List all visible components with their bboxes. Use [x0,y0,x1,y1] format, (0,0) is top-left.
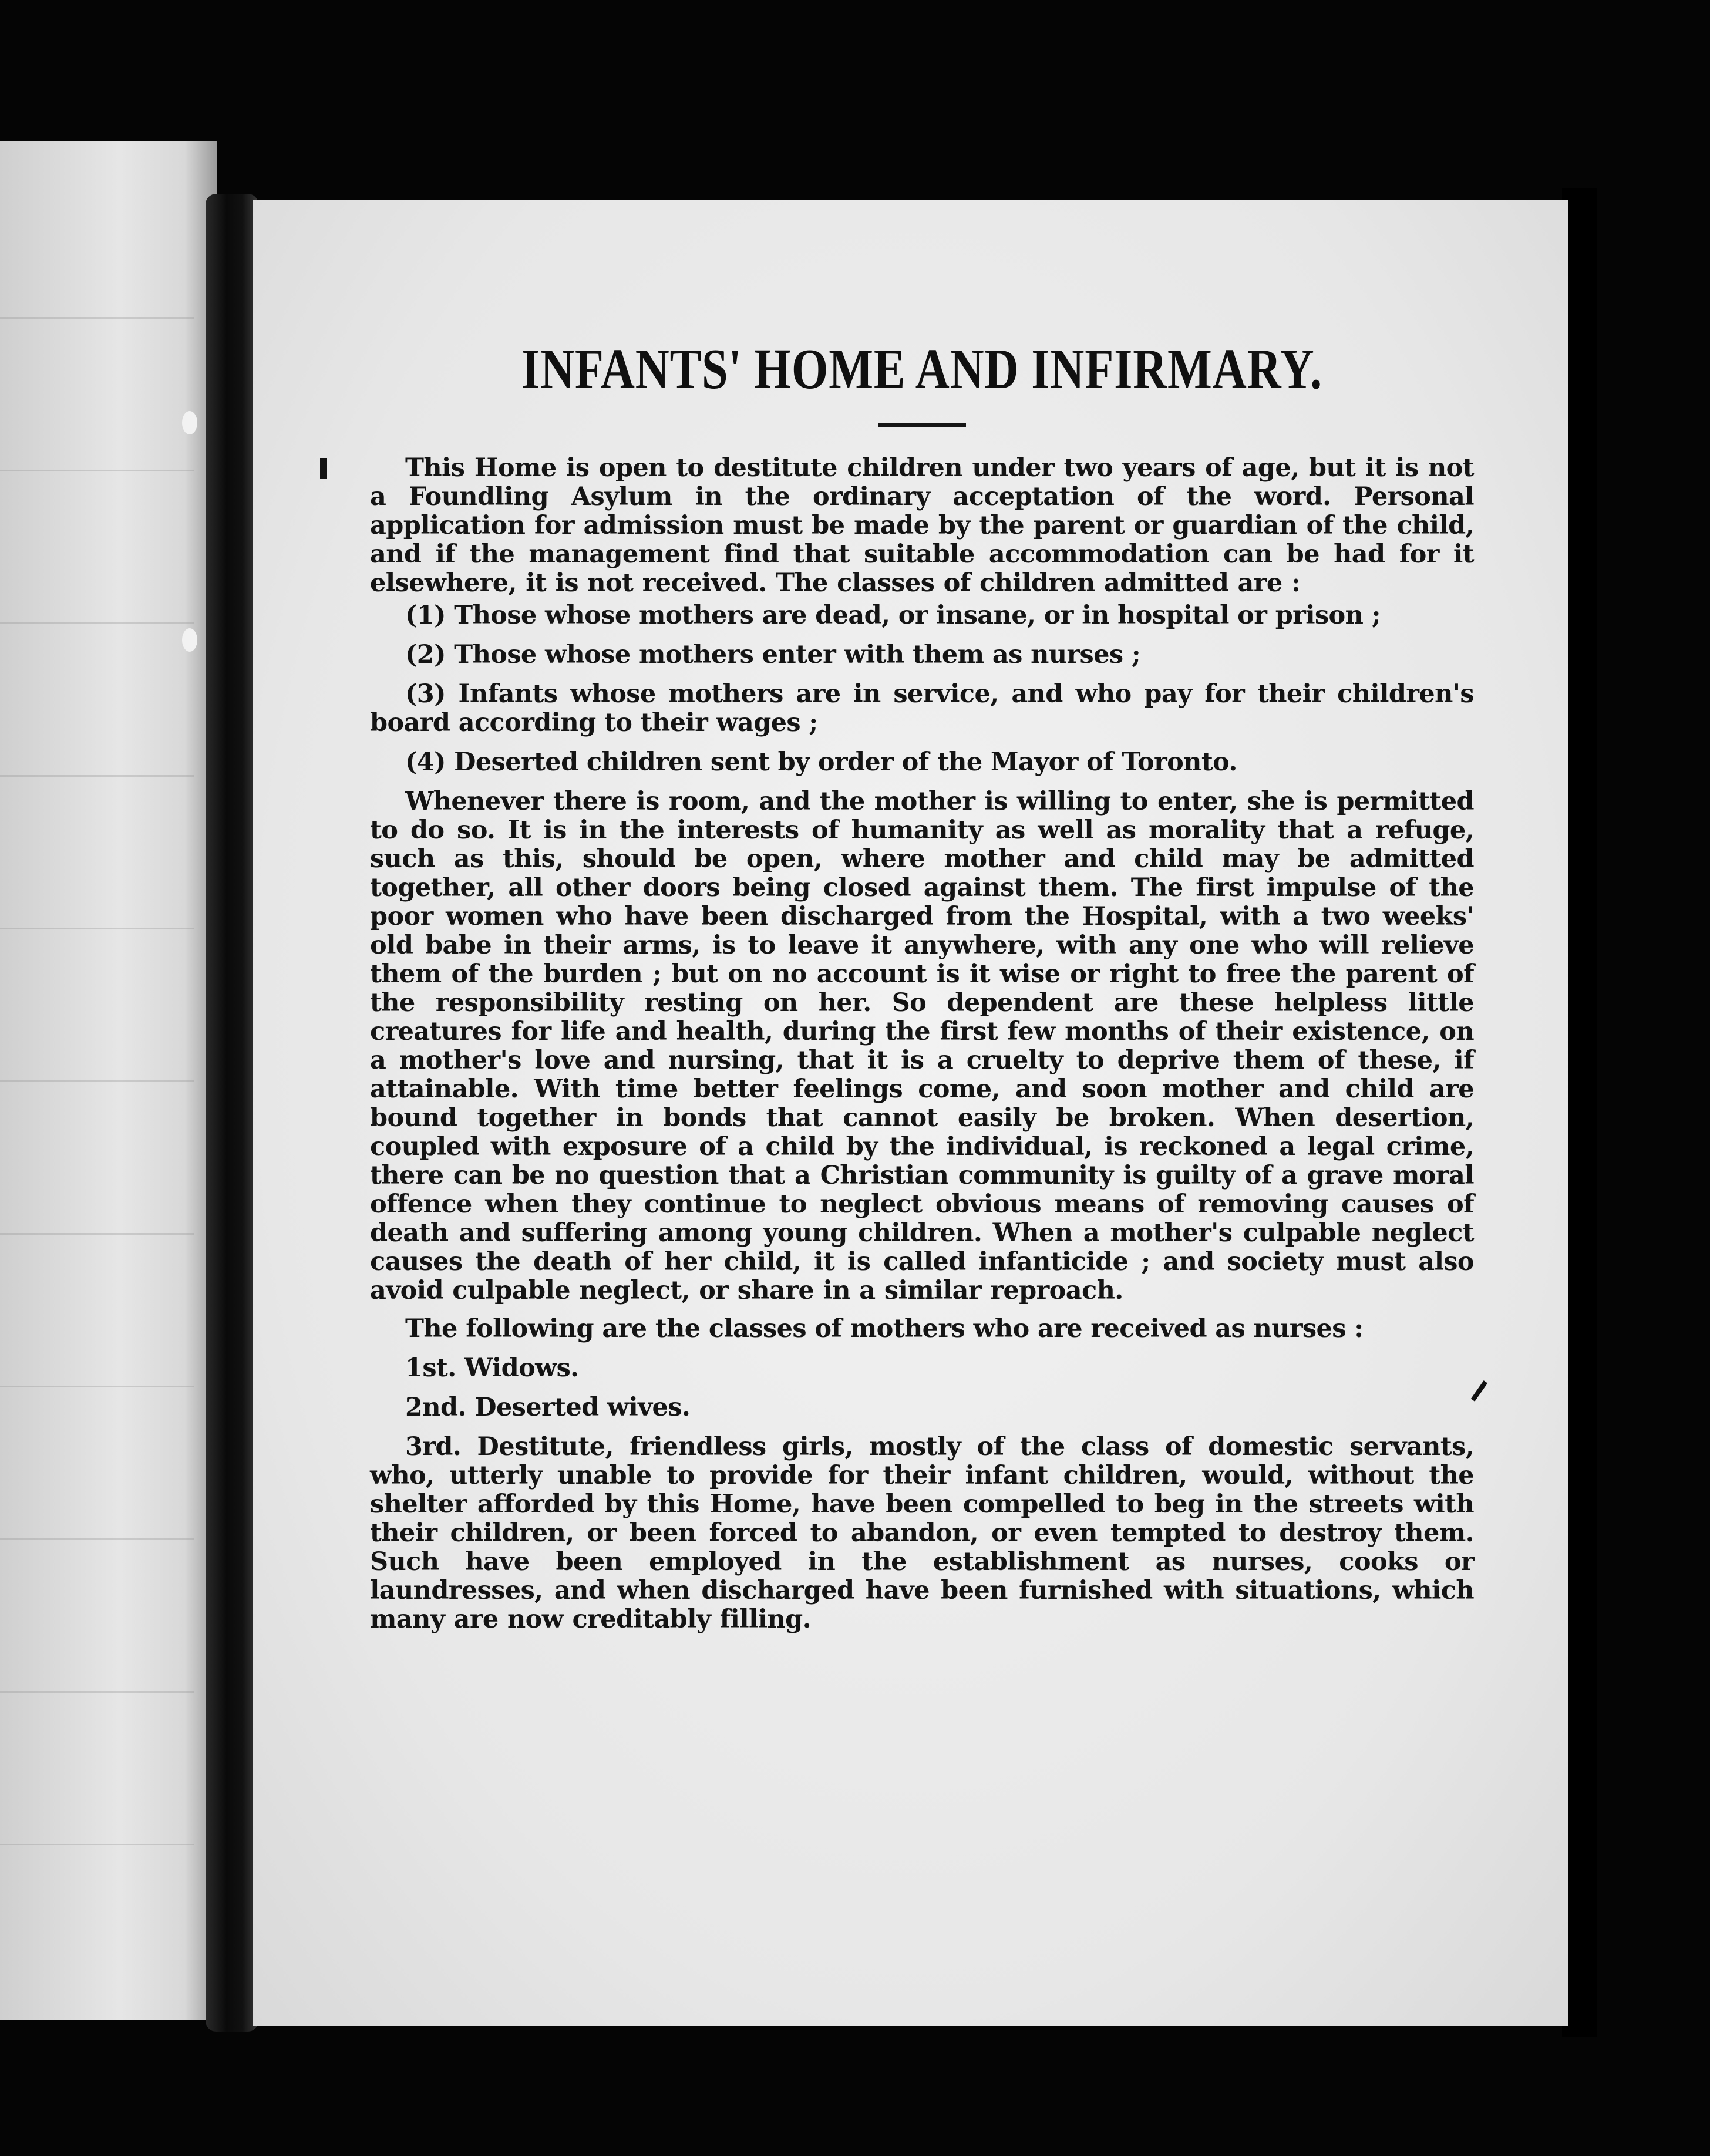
binding-staple [182,411,197,434]
child-class-3: (3) Infants whose mothers are in service, and who pay for their children's board according to their wages ; [370,679,1474,737]
mother-class-3: 3rd. Destitute, friendless girls, mostly of the class of domestic servants, who, utterly unable to provide for their infant children, would, without the shelter afforded by this Home, have been compelled to beg in the streets with their children, or been forced to abandon, or even tempted to destroy them. Such have been employed in the establishment as nurses, cooks or laundresses, and when discharged have been furnished with situations, which many are now creditably filling. [370,1432,1474,1634]
page-text [370,338,1474,1643]
title-rule [878,423,966,427]
intro-paragraph: This Home is open to destitute children under two years of age, but it is not a Foundling Asylum in the ordinary acceptation of the word. Personal application for admission must be made by the parent or guardian of the child, and if the management find that suitable accommodation can be had for it elsewhere, it is not received. The classes of children admitted are : [370,453,1474,598]
child-class-1: (1) Those whose mothers are dead, or insane, or in hospital or prison ; [405,601,1381,630]
ink-mark [320,458,327,479]
page-title: INFANTS' HOME AND INFIRMARY. [521,338,1323,401]
child-class-4: (4) Deserted children sent by order of the Mayor of Toronto. [405,747,1237,777]
document-page [253,200,1568,2026]
mother-class-1: 1st. Widows. [405,1353,579,1383]
mother-class-2: 2nd. Deserted wives. [405,1393,691,1422]
refuge-paragraph: Whenever there is room, and the mother is willing to enter, she is permitted to do so. It is in the interests of humanity as well as morality that a refuge, such as this, should be open, where mother and child may be admitted together, all other doors being closed against them. The first impulse of the poor women who have been discharged from the Hospital, with a two weeks' old babe in their arms, is to leave it anywhere, with any one who will relieve them of the burden ; but on no account is it wise or right to free the parent of the responsibility resting on her. So dependent are these helpless little creatures for life and health, during the first few months of their existence, on a mother's love and nursing, that it is a cruelty to deprive them of these, if attainable. With time better feelings come, and soon mother and child are bound together in bonds that cannot easily be broken. When desertion, coupled with exposure of a child by the individual, is reckoned a legal crime, there can be no question that a Christian community is guilty of a grave moral offence when they continue to neglect obvious means of removing causes of death and suffering among young children. When a mother's culpable neglect causes the death of her child, it is called infanticide ; and society must also avoid culpable neglect, or share in a similar reproach. [370,787,1474,1305]
binding-staple [182,628,197,652]
book-binding [206,194,258,2032]
mothers-intro: The following are the classes of mothers who are received as nurses : [405,1314,1364,1343]
child-class-2: (2) Those whose mothers enter with them as nurses ; [405,640,1141,669]
